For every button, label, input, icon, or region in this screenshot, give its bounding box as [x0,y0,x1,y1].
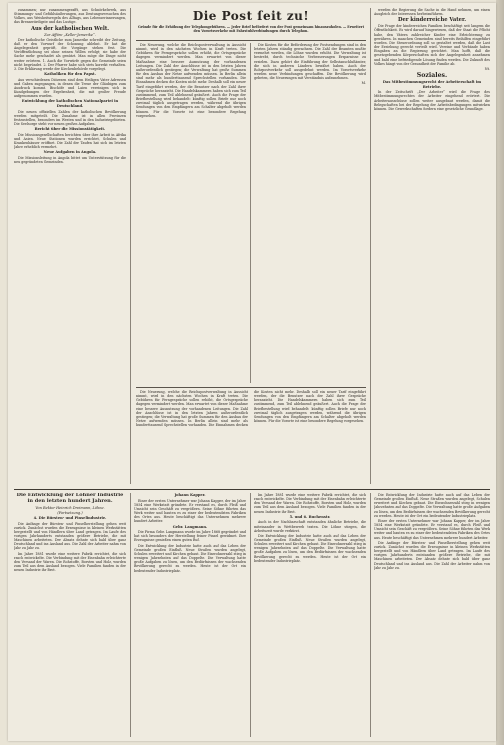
continuation-note: (Fortsetzung.) [57,510,83,515]
article-text: Die Anfänge der Bürsten- und Pinselherstellung gehen weit zurück. Zunächst wurden die Erzeugnisse in kleinen Werkstätten hergestellt und von Händlern über Land getragen. Im Laufe des vorigen Jahrhunderts entstanden größere Betriebe, die mit Maschinen arbeiteten. Der Absatz dehnte sich bald über ganz Deutschland und ins Ausland aus. Die Zahl der Arbeiter nahm von Jahr zu Jahr zu. [14,521,126,551]
article-text: Die neuen offiziellen Zahlen der katholischen Bevölkerung werden mitgeteilt. Die Zunahme ist in allen Provinzen festzustellen, besonders im Westen und in den Industriegebieten. Die Seelsorge steht vor neuen großen Aufgaben. [14,109,126,127]
column-right [374,8,490,486]
column-rule [250,493,251,737]
heading: Entwicklung der katholischen Nationalpartei in Deutschland. [21,99,119,108]
column-rule [370,493,371,737]
subheading: Johann Kapper. [174,493,206,497]
article-text: Die Entwicklung der Industrie hatte auch auf das Leben der Gemeinde großen Einfluß. Neue Straßen wurden angelegt, Schulen erweitert und Kirchen gebaut. Die Einwohnerzahl stieg in wenigen Jahrzehnten auf das Doppelte. Die Verwaltung hatte große Aufgaben zu lösen, um den Bedürfnissen der wachsenden Bevölkerung gerecht zu werden. Heute ist der Ort ein bedeutender Industrieplatz. [254,533,366,563]
article-text: Im Jahre 1881 wurde eine weitere Fabrik errichtet, die sich rasch entwickelte. Die Verbindung mit der Eisenbahn erleichterte den Versand der Waren. Die Rohstoffe, Borsten und Holz, wurden zum Teil aus dem Ausland bezogen. Viele Familien fanden in der neuen Industrie ihr Brot. [14,551,126,573]
heading: 4. Die Bürsten- und Pinselindustrie. [33,515,107,520]
subheading: Gebr. Langmann. [172,524,208,529]
article-text: Einer der ersten Unternehmer war Johann Kapper, der im Jahre 1854 eine Werkstatt gründete. Er verstand es, durch Fleiß und Umsicht sein Geschäft zu vergrößern. Seine Söhne führten das Werk weiter und bauten es zu einer der bedeutendsten Fabriken des Ortes aus. Heute beschäftigt das Unternehmen mehrere hundert Arbeiter. [374,518,490,540]
article-deck: Gründe für die Erhöhung der Telephongebühren. — Jeder Brief befördert von der Post gemeinsam hinauszuholen. — Erweitert den Vorortsverkehr mit Fahrstuhlverbindungen durch Telephon. [137,25,365,33]
article-text: Die Firma Gebr. Langmann wurde im Jahre 1868 gegründet und hat sich besonders der Herstellung feiner Pinsel gewidmet. Ihre Erzeugnisse genießen einen guten Ruf. [134,530,246,543]
heading: Bericht über die Missionstätigkeit. [34,127,106,132]
subheading: 5. und 6. Buchenstr. [289,514,331,519]
article-text: Die Frage der kinderreichen Familien beschäftigt seit langem die Öffentlichkeit. Es wird darauf hingewiesen, daß der Staat die Pflicht habe, den Vätern zahlreicher Kinder eine Erleichterung zu gewähren. In manchen Gemeinden sind bereits Beihilfen eingeführt worden. Die Steuerordnung soll so gestaltet werden, daß die Last der Erziehung gerecht verteilt wird. Vereine und Verbände haben Eingaben an die Regierung gerichtet. Man hofft, daß die gesetzgebenden Körperschaften sich der Angelegenheit annehmen und bald eine befriedigende Lösung finden werden. Die Zukunft des Volkes hängt von der Gesundheit der Familie ab. [374,24,490,66]
bottom-headline: Die Entwicklung der Löhner Industrie in den letzten hundert Jahren. [16,493,124,504]
column-rule [130,493,131,737]
section-rule [136,387,366,388]
article-text: Aus verschiedenen Diözesen sind dem Heiligen Vater Adressen und Gaben zugegangen, in denen die Treue der Gläubigen zum Ausdruck kommt. Bischöfe und Laien vereinigen sich in Kundgebungen der Ergebenheit, die mit großer Freude aufgenommen wurden. [14,77,126,99]
article-text: Im Jahre 1881 wurde eine weitere Fabrik errichtet, die sich rasch entwickelte. Die Verbindung mit der Eisenbahn erleichterte den Versand der Waren. Die Rohstoffe, Borsten und Holz, wurden zum Teil aus dem Ausland bezogen. Viele Familien fanden in der neuen Industrie ihr Brot. [254,493,366,514]
article-text: Die Entwicklung der Industrie hatte auch auf das Leben der Gemeinde großen Einfluß. Neue Straßen wurden angelegt, Schulen erweitert und Kirchen gebaut. Die Einwohnerzahl stieg in wenigen Jahrzehnten auf das Doppelte. Die Verwaltung hatte große Aufgaben zu lösen, um den Bedürfnissen der wachsenden Bevölkerung gerecht zu werden. Heute ist der Ort ein bedeutender Industrieplatz. [374,493,490,518]
page-edge [496,0,504,745]
article-text: Einer der ersten Unternehmer war Johann Kapper, der im Jahre 1854 eine Werkstatt gründete. Er verstand es, durch Fleiß und Umsicht sein Geschäft zu vergrößern. Seine Söhne führten das Werk weiter und bauten es zu einer der bedeutendsten Fabriken des Ortes aus. Heute beschäftigt das Unternehmen mehrere hundert Arbeiter. [134,498,246,524]
article-column [254,43,366,385]
article-text: Die Anfänge der Bürsten- und Pinselherstellung gehen weit zurück. Zunächst wurden die Erzeugnisse in kleinen Werkstätten hergestellt und von Händlern über Land getragen. Im Laufe des vorigen Jahrhunderts entstanden größere Betriebe, die mit Maschinen arbeiteten. Der Absatz dehnte sich bald über ganz Deutschland und ins Ausland aus. Die Zahl der Arbeiter nahm von Jahr zu Jahr zu. [374,540,490,570]
column-rule [250,43,251,383]
column-rule [130,8,131,484]
author-signature: Nt. [484,66,490,71]
lead-text: zusammen; nur zusammengerafft, aus Schnörkelwerk, aus Stimmungs- und Gefühlsäußerungen, aus Deutungsversuchen des Volkes, aus Weisheitsregeln des Alltags, aus Lebenserinnerungen, das Brennwürdigste und das Lustige. [14,8,126,25]
column-catholic-world [14,8,126,486]
heading-catholic-world: Aus der katholischen Welt. [30,25,110,32]
headline-rule [136,40,366,41]
lead-text: werden die Regierung die Sache in die Hand nehmen, um einen Ausgleich der Interessen herbeizuführen. [374,8,490,17]
article-continuation [136,390,366,485]
article-text: Die Missionsleitung in Angola bittet um Unterstützung für die neu gegründeten Gemeinden. [14,156,126,165]
newspaper-page [8,3,496,741]
article-text: Auch in der Nachbarschaft entstanden ähnliche Betriebe, die miteinander in Wettbewerb traten. Die Löhne stiegen, die Arbeitszeit wurde verkürzt. [254,520,366,533]
subheading: Zur Affäre „Keller-Jamerike“. [44,32,96,37]
article-text: Die Neuerung, welche die Reichspostverwaltung in Aussicht nimmt, wird in den nächsten Wochen in Kraft treten. Die Gebühren für Ferngespräche sollen erhöht, die Ortsgespräche dagegen vermindert werden. Man erwartet von dieser Maßnahme eine bessere Ausnutzung der vorhandenen Leitungen. Die Zahl der Anschlüsse ist in den letzten Jahren außerordentlich gestiegen; die Verwaltung hat große Summen für den Ausbau der Netze aufwenden müssen. In Berlin allein sind mehr als hunderttausend Sprechstellen vorhanden. Die Einnahmen decken die Kosten nicht mehr. Deshalb soll ein neuer Tarif eingeführt werden, der die Benutzer nach der Zahl ihrer Gespräche heranzieht. Die Handelskammern haben sich zum Teil zustimmend, zum Teil ablehnend geäußert. Auch die Frage der Briefbestellung wird behandelt: künftig sollen Briefe nur noch zweimal täglich ausgetragen werden, während die übrigen Sendungen von den Empfängern am Schalter abgeholt werden können. Für die Vororte ist eine besondere Regelung vorgesehen. [136,43,246,118]
subheading: Das Mitbestimmungsrecht der Arbeiterschaft im Betriebe. [382,80,482,89]
column-rule [370,8,371,484]
heading: Neue Aufgaben in Angola. [43,150,97,155]
article-text: Die Kosten für die Beförderung der Postsendungen sind in den letzten Jahren ständig gewachsen. Die Zahl der Beamten mußte vermehrt werden, die Löhne wurden erhöht. Die Verwaltung ist bestrebt, durch technische Verbesserungen Ersparnisse zu erzielen. Dazu gehört die Einführung der Selbstanschlußämter, die sich in anderen Ländern bewährt haben. Auch der Rohrpostverkehr soll ausgedehnt werden. Im Vorortsverkehr werden neue Verbindungen geschaffen. Die Bevölkerung wird gebeten, die Neuerungen mit Verständnis aufzunehmen. [254,43,366,81]
feuilleton-divider [14,489,490,490]
bottom-column-1 [14,493,126,737]
bottom-column-4 [374,493,490,737]
heading: Katholiken für den Papst. [44,72,96,77]
byline: Von Rektor Heinrich Dreimann, Löhne. [35,505,105,510]
article-column [136,43,246,385]
article-text: In der Zeitschrift „Der Arbeiter“ wird die Frage des Mitbestimmungsrechtes der Arbeiter eingehend erörtert. Die Arbeiterausschüsse sollen weiter ausgebaut werden, damit die Belegschaften bei der Regelung der Arbeitsbedingungen mitwirken können. Die Gewerkschaften fordern eine gesetzliche Grundlage. [374,90,490,111]
heading-kinderreiche-vater: Der kinderreiche Vater. [397,17,467,24]
bottom-column-3 [254,493,366,737]
article-text: Die Neuerung, welche die Reichspostverwaltung in Aussicht nimmt, wird in den nächsten Wochen in Kraft treten. Die Gebühren für Ferngespräche sollen erhöht, die Ortsgespräche dagegen vermindert werden. Man erwartet von dieser Maßnahme eine bessere Ausnutzung der vorhandenen Leitungen. Die Zahl der Anschlüsse ist in den letzten Jahren außerordentlich gestiegen; die Verwaltung hat große Summen für den Ausbau der Netze aufwenden müssen. In Berlin allein sind mehr als hunderttausend Sprechstellen vorhanden. Die Einnahmen decken die Kosten nicht mehr. Deshalb soll ein neuer Tarif eingeführt werden, der die Benutzer nach der Zahl ihrer Gespräche heranzieht. Die Handelskammern haben sich zum Teil zustimmend, zum Teil ablehnend geäußert. Auch die Frage der Briefbestellung wird behandelt: künftig sollen Briefe nur noch zweimal täglich ausgetragen werden, während die übrigen Sendungen von den Empfängern am Schalter abgeholt werden können. Für die Vororte ist eine besondere Regelung vorgesehen. [136,390,366,428]
article-text: Der katholische Geistliche zum Jamerike schreibt der Zeitung, daß er den Vorwurf der Schonung ablehnt. Er hat die Angelegenheit geprüft, die Vorgänge stehen fest. Die Veröffentlichung sei ohne seinen Willen erfolgt; sie habe der Sache mehr geschadet als genützt. Man möge die Dinge nicht weiter erörtern. 1. Auch die Vorwürfe gegen die Gemeinde seien nicht begründet. 2. Der Pfarrer habe sich stets korrekt verhalten. 3. Die Erklärung werde der Kirchenbehörde vorgelegt. [14,37,126,71]
article-text: Die Missionsgesellschaften berichten über ihre Arbeit in Afrika und Asien. Neue Stationen wurden errichtet, Schulen und Krankenhäuser eröffnet. Die Zahl der Taufen hat sich im letzten Jahre erheblich vermehrt. [14,132,126,150]
heading-soziales: Soziales. [416,72,448,80]
bottom-column-2 [134,493,246,737]
author-signature: M. [361,81,366,86]
article-headline: Die Post ſeit zu! [192,9,310,23]
article-text: Die Entwicklung der Industrie hatte auch auf das Leben der Gemeinde großen Einfluß. Neue Straßen wurden angelegt, Schulen erweitert und Kirchen gebaut. Die Einwohnerzahl stieg in wenigen Jahrzehnten auf das Doppelte. Die Verwaltung hatte große Aufgaben zu lösen, um den Bedürfnissen der wachsenden Bevölkerung gerecht zu werden. Heute ist der Ort ein bedeutender Industrieplatz. [134,543,246,573]
